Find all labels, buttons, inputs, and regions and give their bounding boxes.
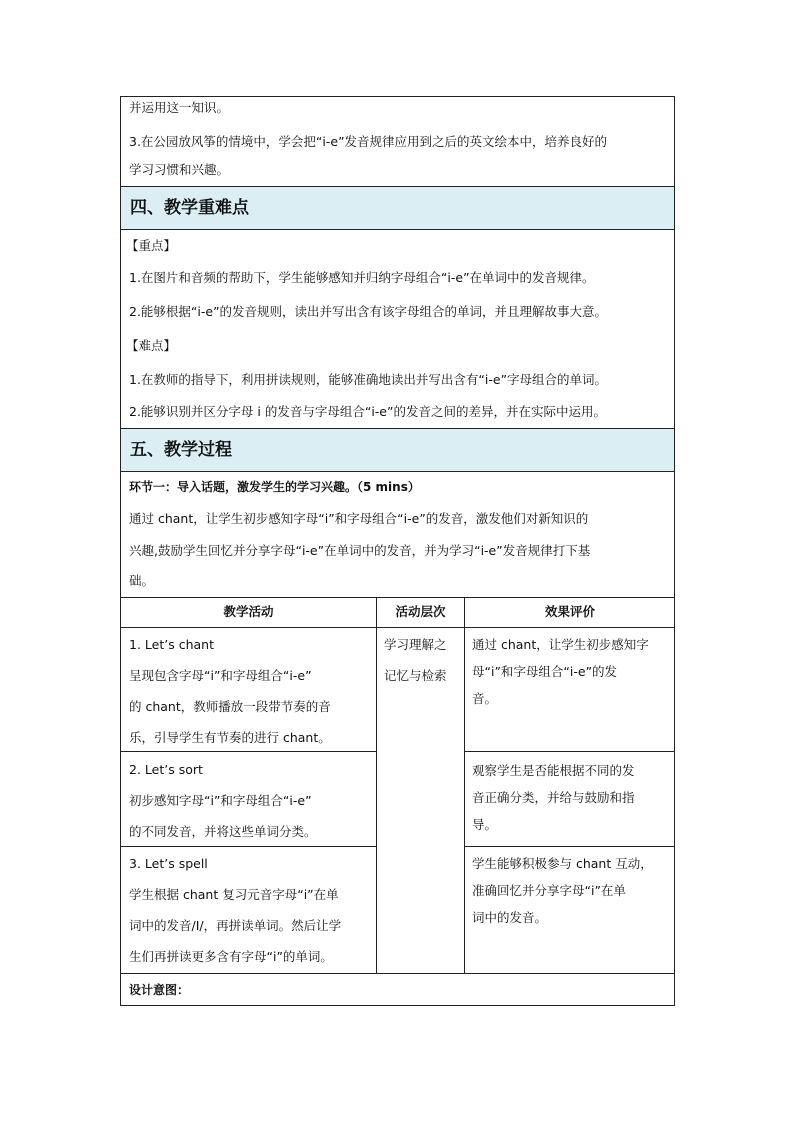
evaluation-2-line: 观察学生是否能根据不同的发	[472, 763, 635, 778]
key-points-label: 【重点】	[126, 238, 177, 253]
activity-3-line: 学生根据 chant 复习元音字母“i”在单	[129, 887, 339, 902]
objective-continuation: 并运用这一知识。	[129, 100, 230, 115]
difficulties-label: 【难点】	[126, 338, 177, 353]
activity-1-line: 乐，引导学生有节奏的进行 chant。	[129, 730, 331, 745]
activity-2-title: 2. Let’s sort	[129, 762, 203, 777]
evaluation-3-line: 学生能够积极参与 chant 互动，	[472, 856, 653, 871]
evaluation-3-line: 准确回忆并分享字母“i”在单	[472, 883, 626, 898]
activity-1-title: 1. Let’s chant	[129, 637, 214, 652]
objective-3-line2: 学习习惯和兴趣。	[129, 162, 230, 177]
evaluation-1-line: 母“i”和字母组合“i-e”的发	[472, 664, 618, 679]
section-4-heading: 四、教学重难点	[130, 198, 249, 218]
activity-3-line: 词中的发音/I/，再拼读单词。然后让学	[129, 918, 342, 933]
header-level: 活动层次	[395, 604, 446, 619]
header-evaluation: 效果评价	[544, 604, 595, 619]
step-1-title: 环节一：导入话题，激发学生的学习兴趣。（5 mins）	[129, 480, 420, 494]
section-5-heading: 五、教学过程	[130, 440, 232, 460]
evaluation-1-line: 通过 chant，让学生初步感知字	[472, 637, 649, 652]
design-intent-label: 设计意图：	[129, 983, 190, 997]
activity-2-line: 的不同发音，并将这些单词分类。	[129, 824, 317, 839]
activity-1-line: 的 chant，教师播放一段带节奏的音	[129, 699, 331, 714]
header-activity: 教学活动	[223, 604, 274, 619]
activity-1-line: 呈现包含字母“i”和字母组合“i-e”	[129, 668, 312, 683]
activity-2-line: 初步感知字母“i”和字母组合“i-e”	[129, 793, 312, 808]
key-point-2: 2.能够根据“i-e”的发音规则，读出并写出含有该字母组合的单词，并且理解故事大意。	[129, 304, 608, 319]
step-1-desc-line3: 础。	[129, 573, 155, 588]
key-point-1: 1.在图片和音频的帮助下，学生能够感知并归纳字母组合“i-e”在单词中的发音规律。	[129, 270, 595, 285]
step-1-desc-line1: 通过 chant，让学生初步感知字母“i”和字母组合“i-e”的发音，激发他们对新知识的	[129, 511, 589, 526]
activity-level-line2: 记忆与检索	[384, 668, 447, 683]
difficulty-2: 2.能够识别并区分字母 i 的发音与字母组合“i-e”的发音之间的差异，并在实际中运用。	[129, 404, 606, 419]
evaluation-1-line: 音。	[472, 691, 498, 706]
evaluation-3-line: 词中的发音。	[472, 910, 548, 925]
evaluation-2-line: 导。	[472, 817, 498, 832]
step-1-desc-line2: 兴趣,鼓励学生回忆并分享字母“i-e”在单词中的发音，并为学习“i-e”发音规律打下基	[129, 543, 591, 558]
objective-3-line1: 3.在公园放风筝的情境中，学会把“i-e”发音规律应用到之后的英文绘本中，培养良好的	[129, 134, 608, 149]
evaluation-2-line: 音正确分类，并给与鼓励和指	[472, 790, 635, 805]
activity-3-title: 3. Let’s spell	[129, 856, 208, 871]
activity-3-line: 生们再拼读更多含有字母“i”的单词。	[129, 949, 333, 964]
activity-level-line1: 学习理解之	[384, 637, 447, 652]
difficulty-1: 1.在教师的指导下，利用拼读规则，能够准确地读出并写出含有“i-e”字母组合的单词。	[129, 372, 608, 387]
